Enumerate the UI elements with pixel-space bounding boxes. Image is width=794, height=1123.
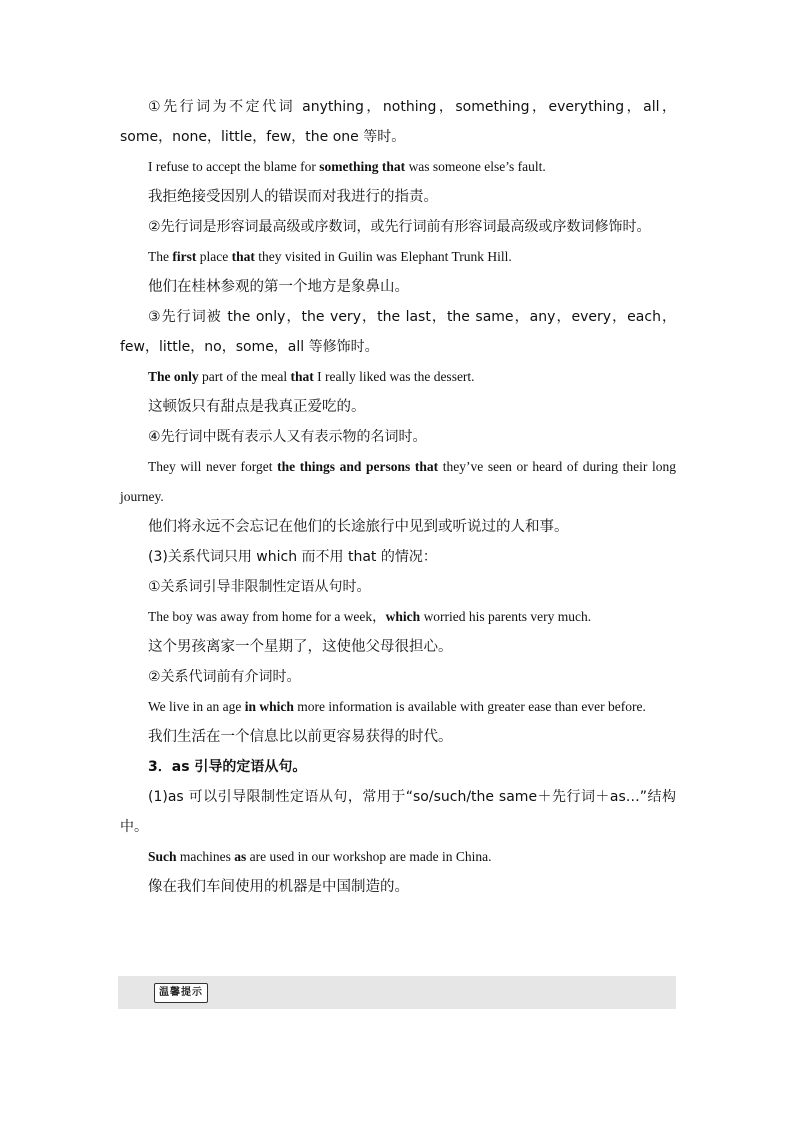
example-2-cn: 他们在桂林参观的第一个地方是象鼻山。	[148, 279, 409, 295]
text: We live in an age	[148, 699, 245, 714]
bold-text: Such	[148, 849, 177, 864]
rule-6: ②关系代词前有介词时。	[148, 669, 301, 685]
example-4-cn: 他们将永远不会忘记在他们的长途旅行中见到或听说过的人和事。	[148, 519, 569, 535]
example-7-en	[120, 842, 676, 872]
text: I refuse to accept the blame for	[148, 159, 320, 174]
rule-7: (1)as 可以引导限制性定语从句，常用于“so/such/the same＋先行词＋as…”结构中。	[120, 789, 676, 835]
text: machines	[176, 849, 235, 864]
example-5-cn: 这个男孩离家一个星期了，这使他父母很担心。	[148, 639, 453, 655]
example-1-cn: 我拒绝接受因别人的错误而对我进行的指责。	[148, 189, 438, 205]
text: place	[196, 249, 232, 264]
bold-text: The only	[148, 369, 199, 384]
section-3: (3)关系代词只用 which 而不用 that 的情况：	[148, 549, 437, 565]
example-3-en	[120, 362, 676, 392]
rule-2: ②先行词是形容词最高级或序数词，或先行词前有形容词最高级或序数词修饰时。	[148, 219, 651, 235]
example-6-cn: 我们生活在一个信息比以前更容易获得的时代。	[148, 729, 453, 745]
bold-text: that	[231, 249, 255, 264]
text: The boy was away from home for a week，	[148, 609, 386, 624]
text: they’ve seen or heard of during their long journey.	[120, 459, 676, 504]
rule-3: ③先行词被 the only，the very，the last，the same，any，every，each，few，little，no，some，all 等修饰时。	[120, 309, 676, 355]
bold-text: first	[172, 249, 197, 264]
text: They will never forget	[148, 459, 278, 474]
example-7-cn: 像在我们车间使用的机器是中国制造的。	[148, 879, 409, 895]
rule-1: ①先行词为不定代词 anything，nothing，something，everything，all，some，none，little，few，the one 等时。	[120, 99, 676, 145]
bold-text: as	[234, 849, 247, 864]
text: are used in our workshop are made in China.	[246, 849, 492, 864]
text: part of the meal	[198, 369, 291, 384]
example-5-en	[120, 602, 676, 632]
text: worried his parents very much.	[420, 609, 592, 624]
bold-text: something that	[319, 159, 406, 174]
tip-badge: 温馨提示	[154, 983, 208, 1003]
example-3-cn: 这顿饭只有甜点是我真正爱吃的。	[148, 399, 366, 415]
text: they visited in Guilin was Elephant Trunk Hill.	[254, 249, 512, 264]
bold-text: that	[290, 369, 314, 384]
text: I really liked was the dessert.	[313, 369, 475, 384]
text: The	[148, 249, 173, 264]
example-1-en	[120, 152, 676, 182]
rule-4: ④先行词中既有表示人又有表示物的名词时。	[148, 429, 427, 445]
rule-5: ①关系词引导非限制性定语从句时。	[148, 579, 371, 595]
document-body	[120, 92, 676, 902]
example-6-en	[120, 692, 676, 722]
section-heading-as: 3．as 引导的定语从句。	[148, 759, 307, 775]
bold-text: in which	[244, 699, 294, 714]
tip-bar	[118, 976, 676, 1009]
example-2-en	[120, 242, 676, 272]
bold-text: the things and persons that	[277, 459, 439, 474]
text: more information is available with greater ease than ever before.	[293, 699, 646, 714]
bold-text: which	[385, 609, 421, 624]
text: was someone else’s fault.	[405, 159, 546, 174]
example-4-en	[120, 452, 676, 512]
